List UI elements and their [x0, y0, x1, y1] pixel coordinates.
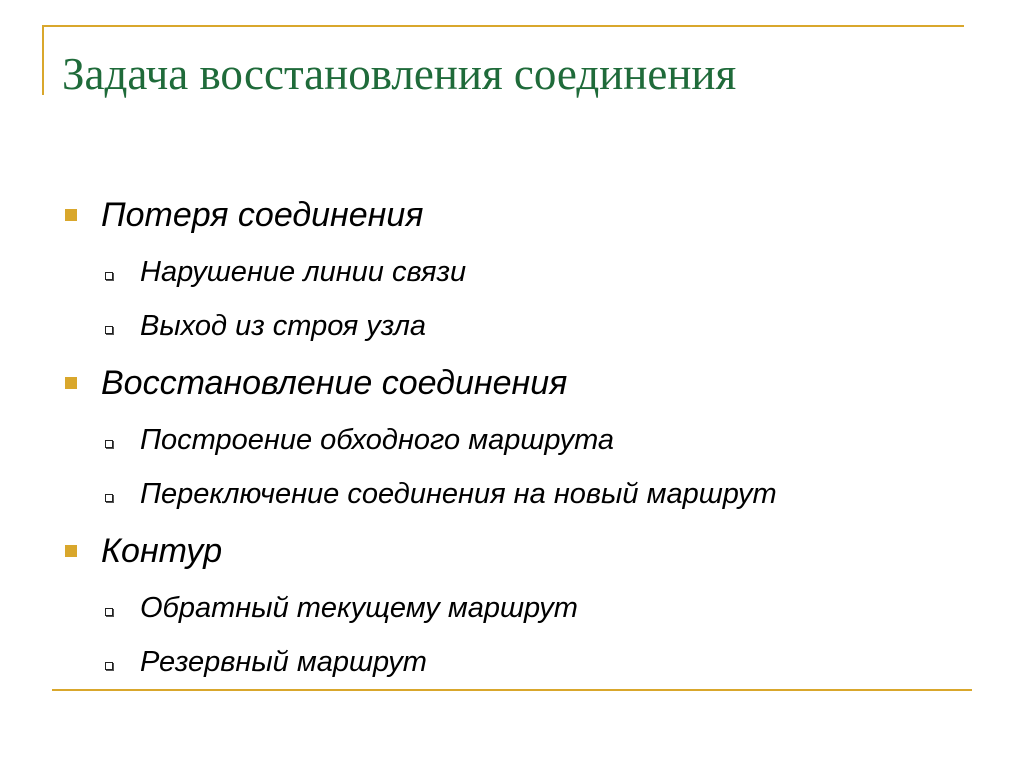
hollow-square-bullet-icon — [105, 608, 113, 616]
list-item — [60, 635, 990, 689]
sub-item-label: Выход из строя узла — [140, 310, 427, 342]
sub-item-label: Нарушение линии связи — [140, 256, 467, 288]
filled-square-bullet-icon — [65, 377, 77, 389]
list-item — [60, 467, 990, 521]
list-item-section-1 — [60, 185, 990, 245]
frame-left-line — [42, 25, 44, 95]
section-label: Восстановление соединения — [101, 364, 568, 402]
list-item-section-2 — [60, 353, 990, 413]
frame-top-line — [42, 25, 964, 27]
hollow-square-bullet-icon — [105, 272, 113, 280]
section-label: Потеря соединения — [101, 196, 424, 234]
list-item — [60, 413, 990, 467]
sub-item-label: Резервный маршрут — [140, 646, 427, 678]
section-label: Контур — [101, 532, 223, 570]
list-item — [60, 299, 990, 353]
sub-item-label: Переключение соединения на новый маршрут — [140, 478, 777, 510]
sub-item-label: Построение обходного маршрута — [140, 424, 615, 456]
hollow-square-bullet-icon — [105, 326, 113, 334]
filled-square-bullet-icon — [65, 209, 77, 221]
hollow-square-bullet-icon — [105, 662, 113, 670]
hollow-square-bullet-icon — [105, 440, 113, 448]
sub-item-label: Обратный текущему маршрут — [140, 592, 578, 624]
frame-bottom-line — [52, 689, 972, 691]
slide-title: Задача восстановления соединения — [62, 49, 737, 99]
list-item-section-3 — [60, 521, 990, 581]
hollow-square-bullet-icon — [105, 494, 113, 502]
list-item — [60, 581, 990, 635]
bullet-list — [60, 185, 990, 689]
list-item — [60, 245, 990, 299]
filled-square-bullet-icon — [65, 545, 77, 557]
